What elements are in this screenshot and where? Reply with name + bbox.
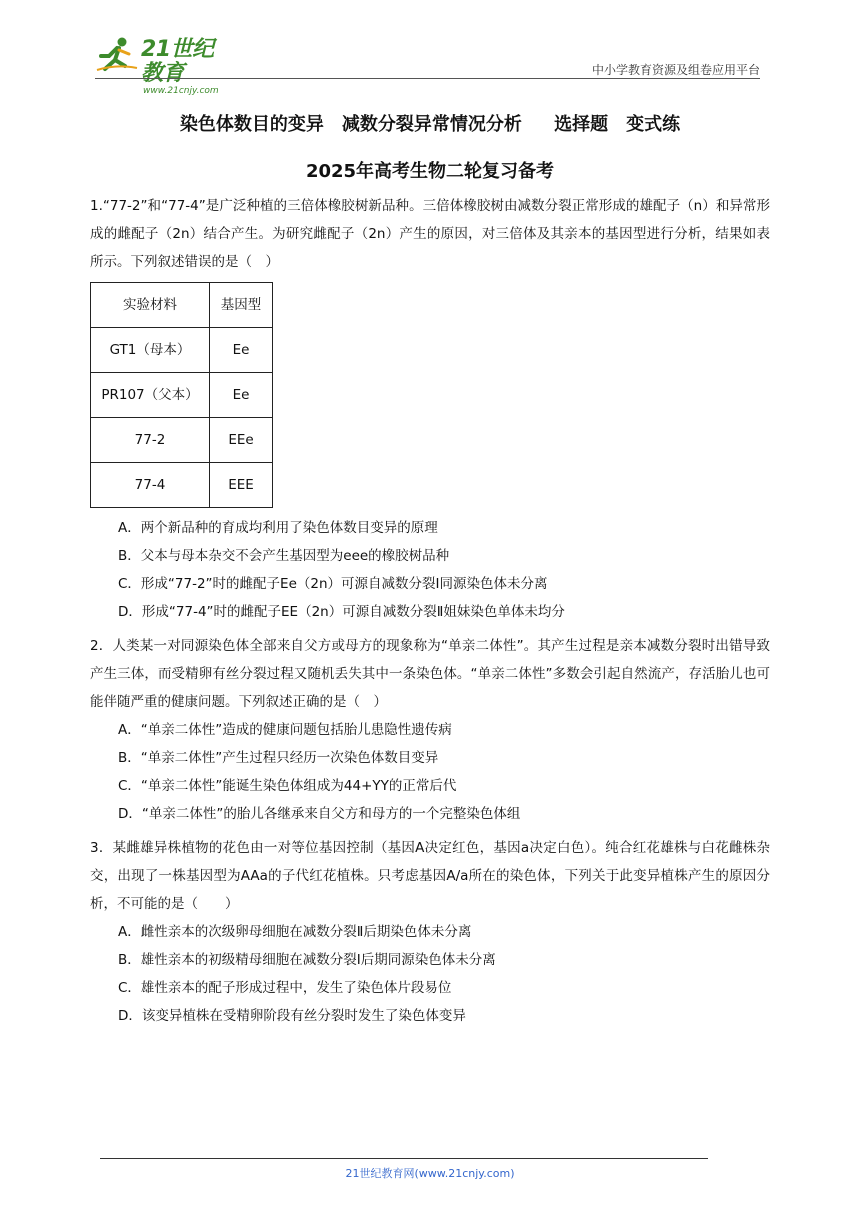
- table-row: [91, 328, 273, 373]
- question-stem: 1.“77-2”和“77-4”是广泛种植的三倍体橡胶树新品种。三倍体橡胶树由减数分裂正常形成的雄配子（n）和异常形成的雌配子（2n）结合产生。为研究雌配子（2n）产生的原因，对三倍体及其亲本的基因型进行分析，结果如表所示。下列叙述错误的是（ ）: [90, 198, 770, 270]
- table-cell: 77-2: [91, 418, 210, 463]
- answer-option: B．雄性亲本的初级精母细胞在减数分裂Ⅰ后期同源染色体未分离: [118, 952, 496, 968]
- genotype-table: [90, 282, 273, 508]
- answer-option: A．两个新品种的育成均利用了染色体数目变异的原理: [118, 520, 438, 536]
- answer-option: C．形成“77-2”时的雌配子Ee（2n）可源自减数分裂Ⅰ同源染色体未分离: [118, 576, 548, 592]
- table-cell: EEE: [210, 463, 273, 508]
- table-cell: Ee: [210, 328, 273, 373]
- answer-option: D．“单亲二体性”的胎儿各继承来自父方和母方的一个完整染色体组: [118, 806, 521, 822]
- question-stem: 3．某雌雄异株植物的花色由一对等位基因控制（基因A决定红色，基因a决定白色）。纯合红花雄株与白花雌株杂交，出现了一株基因型为AAa的子代红花植株。只考虑基因A/a所在的染色体，下列关于此变异植株产生的原因分析，不可能的是（ ）: [90, 840, 770, 912]
- question-stem: 2．人类某一对同源染色体全部来自父方或母方的现象称为“单亲二体性”。其产生过程是亲本减数分裂时出错导致产生三体，而受精卵有丝分裂过程又随机丢失其中一条染色体。“单亲二体性”多数会引起自然流产，存活胎儿也可能伴随严重的健康问题。下列叙述正确的是（ ）: [90, 638, 770, 710]
- answer-option: B．父本与母本杂交不会产生基因型为eee的橡胶树品种: [118, 548, 450, 564]
- header-divider: [95, 78, 760, 79]
- footer-divider: [100, 1158, 708, 1159]
- platform-name: 中小学教育资源及组卷应用平台: [591, 63, 760, 77]
- answer-option: C．雄性亲本的配子形成过程中，发生了染色体片段易位: [118, 980, 452, 996]
- table-cell: Ee: [210, 373, 273, 418]
- table-row: [91, 418, 273, 463]
- table-header: 实验材料: [91, 283, 210, 328]
- page-title: 染色体数目的变异 减数分裂异常情况分析 选择题 变式练: [179, 114, 681, 135]
- table-cell: 77-4: [91, 463, 210, 508]
- footer-link[interactable]: 21世纪教育网(www.21cnjy.com): [345, 1167, 515, 1180]
- runner-logo-icon: [95, 36, 139, 72]
- logo: [95, 36, 219, 96]
- answer-option: D．该变异植株在受精卵阶段有丝分裂时发生了染色体变异: [118, 1008, 466, 1024]
- answer-option: A．“单亲二体性”造成的健康问题包括胎儿患隐性遗传病: [118, 722, 452, 738]
- table-cell: PR107（父本）: [91, 373, 210, 418]
- logo-title: 21世纪教育: [141, 37, 214, 86]
- table-cell: GT1（母本）: [91, 328, 210, 373]
- answer-option: A．雌性亲本的次级卵母细胞在减数分裂Ⅱ后期染色体未分离: [118, 924, 472, 940]
- table-header: 基因型: [210, 283, 273, 328]
- question-list: [90, 192, 770, 1030]
- answer-option: C．“单亲二体性”能诞生染色体组成为44+YY的正常后代: [118, 778, 457, 794]
- answer-option: B．“单亲二体性”产生过程只经历一次染色体数目变异: [118, 750, 439, 766]
- page-subtitle: 2025年高考生物二轮复习备考: [305, 161, 555, 182]
- table-cell: EEe: [210, 418, 273, 463]
- answer-option: D．形成“77-4”时的雌配子EE（2n）可源自减数分裂Ⅱ姐妹染色单体未均分: [118, 604, 565, 620]
- table-header-row: [91, 283, 273, 328]
- logo-url: www.21cnjy.com: [143, 86, 219, 96]
- table-row: [91, 373, 273, 418]
- table-row: [91, 463, 273, 508]
- page-header: [95, 30, 760, 96]
